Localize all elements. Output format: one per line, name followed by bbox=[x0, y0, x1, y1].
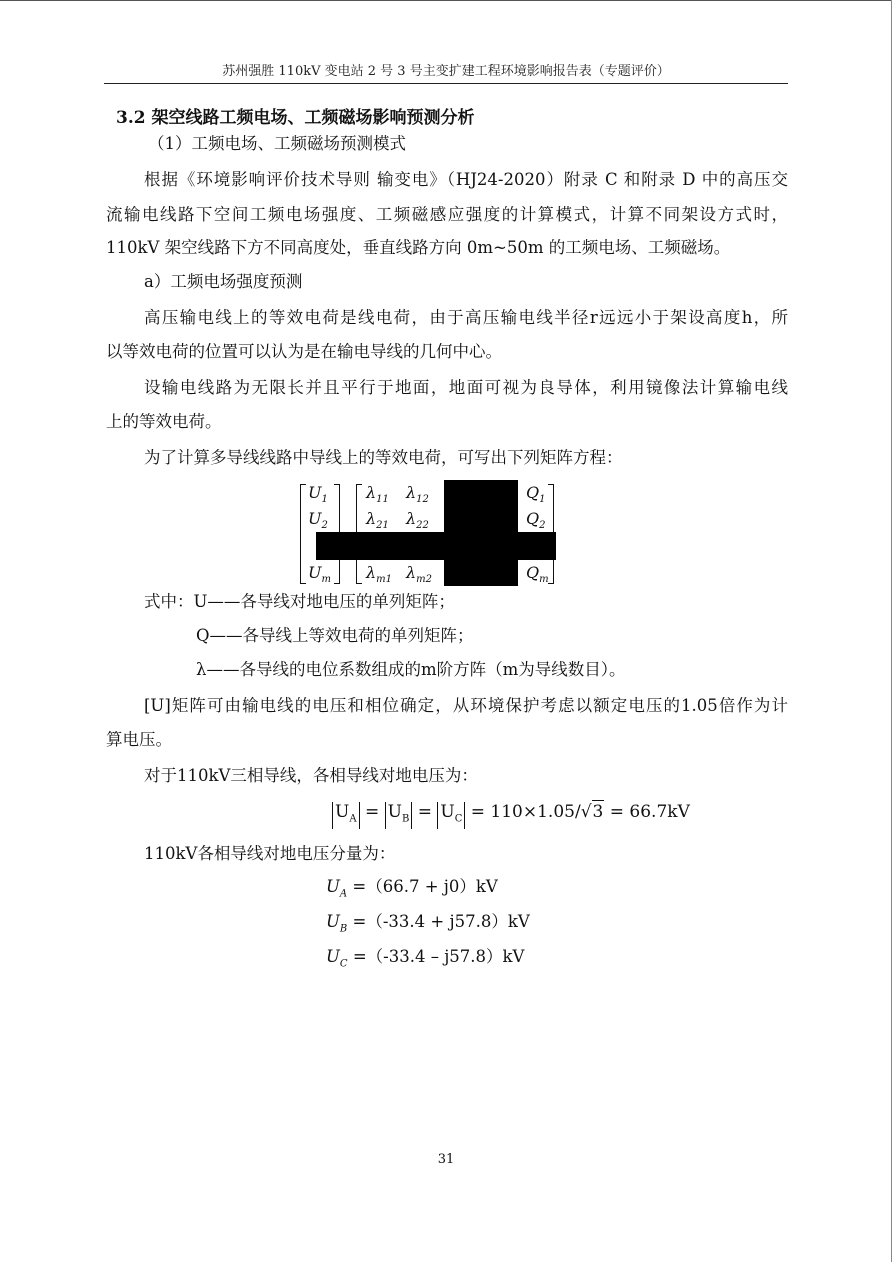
sqrt-value: 3 bbox=[592, 802, 604, 822]
paragraph-6-line-1: 对于110kV三相导线，各相导线对地电压为： bbox=[144, 766, 478, 785]
voltage-ub: $U_B =(-33.4 + j57.8)kV$ bbox=[326, 912, 530, 935]
voltage-uc: $U_C =(-33.4 - j57.8)kV$ bbox=[326, 947, 525, 970]
phase-voltage-formula: $U_A = U_B = U_C = 110\times 1.05/√3 = 66.7kV$ bbox=[332, 800, 690, 829]
matrix-lambda-m2: $\lambda_{m2}$ bbox=[406, 563, 432, 586]
page-number: 31 bbox=[437, 1152, 455, 1167]
paragraph-1-line-1: 根据《环境影响评价技术导则 输变电》（HJ24-2020）附录 C 和附录 D 中的高压交 bbox=[144, 170, 788, 189]
definition-q: Q——各导线上等效电荷的单列矩阵； bbox=[196, 626, 474, 645]
formula-expression: = 110×1.05/ bbox=[470, 802, 581, 822]
u-left-bracket bbox=[300, 484, 306, 584]
paragraph-1-line-3: 110kV 架空线路下方不同高度处，垂直线路方向 0m~50m 的工频电场、工频磁场。 bbox=[106, 238, 731, 257]
section-heading bbox=[116, 108, 475, 128]
paragraph-5-line-1: [U]矩阵可由输电线的电压和相位确定，从环境保护考虑以额定电压的1.05倍作为计 bbox=[144, 696, 788, 715]
running-header: 苏州强胜 110kV 变电站 2 号 3 号主变扩建工程环境影响报告表（专题评价） bbox=[222, 64, 670, 79]
abs-ua: $U_A$ bbox=[332, 802, 360, 829]
abs-uc: $U_C$ bbox=[437, 802, 465, 829]
formula-result: = 66.7kV bbox=[609, 802, 690, 822]
redaction-block-horizontal bbox=[316, 532, 556, 560]
matrix-lambda-11: $\lambda_{11}$ bbox=[366, 483, 389, 506]
paragraph-2-line-1: 高压输电线上的等效电荷是线电荷，由于高压输电线半径r远远小于架设高度h，所 bbox=[144, 308, 788, 327]
matrix-u2: $U_2$ bbox=[308, 509, 328, 532]
matrix-lambda-21: $\lambda_{21}$ bbox=[366, 509, 389, 532]
paragraph-4-line-1: 为了计算多导线线路中导线上的等效电荷，可写出下列矩阵方程： bbox=[144, 448, 623, 467]
matrix-equation bbox=[298, 480, 560, 586]
matrix-u1: $U_1$ bbox=[308, 483, 328, 506]
header-divider bbox=[104, 83, 788, 84]
matrix-lambda-m1: $\lambda_{m1}$ bbox=[366, 563, 392, 586]
definition-lambda: λ——各导线的电位系数组成的m阶方阵（m为导线数目）。 bbox=[196, 660, 626, 679]
paragraph-3-line-1: 设输电线路为无限长并且平行于地面，地面可视为良导体，利用镜像法计算输电线 bbox=[144, 378, 788, 397]
matrix-q1: $Q_1$ bbox=[526, 483, 546, 506]
matrix-lambda-12: $\lambda_{12}$ bbox=[406, 483, 429, 506]
matrix-lambda-22: $\lambda_{22}$ bbox=[406, 509, 429, 532]
voltage-ua: $U_A =(66.7 + j0)kV$ bbox=[326, 877, 498, 900]
section-number: 3.2 bbox=[116, 108, 146, 128]
matrix-um: $U_m$ bbox=[308, 563, 331, 586]
matrix-qm: $Q_m$ bbox=[526, 563, 549, 586]
paragraph-3-line-2: 上的等效电荷。 bbox=[106, 412, 222, 431]
components-intro: 110kV各相导线对地电压分量为： bbox=[144, 844, 396, 863]
subheading-electric-field: a）工频电场强度预测 bbox=[144, 272, 303, 291]
section-title: 架空线路工频电场、工频磁场影响预测分析 bbox=[151, 108, 475, 128]
abs-ub: $U_B$ bbox=[385, 802, 413, 829]
paragraph-1-line-2: 流输电线路下空间工频电场强度、工频磁感应强度的计算模式，计算不同架设方式时， bbox=[106, 205, 788, 224]
paragraph-5-line-2: 算电压。 bbox=[106, 730, 172, 749]
definition-u: 式中：U——各导线对地电压的单列矩阵； bbox=[144, 592, 455, 611]
matrix-q2: $Q_2$ bbox=[526, 509, 546, 532]
page-top-border bbox=[0, 0, 892, 1]
paragraph-2-line-2: 以等效电荷的位置可以认为是在输电导线的几何中心。 bbox=[106, 342, 502, 361]
sqrt-symbol: √ bbox=[580, 802, 592, 822]
subheading-prediction-mode: （1）工频电场、工频磁场预测模式 bbox=[148, 134, 406, 153]
